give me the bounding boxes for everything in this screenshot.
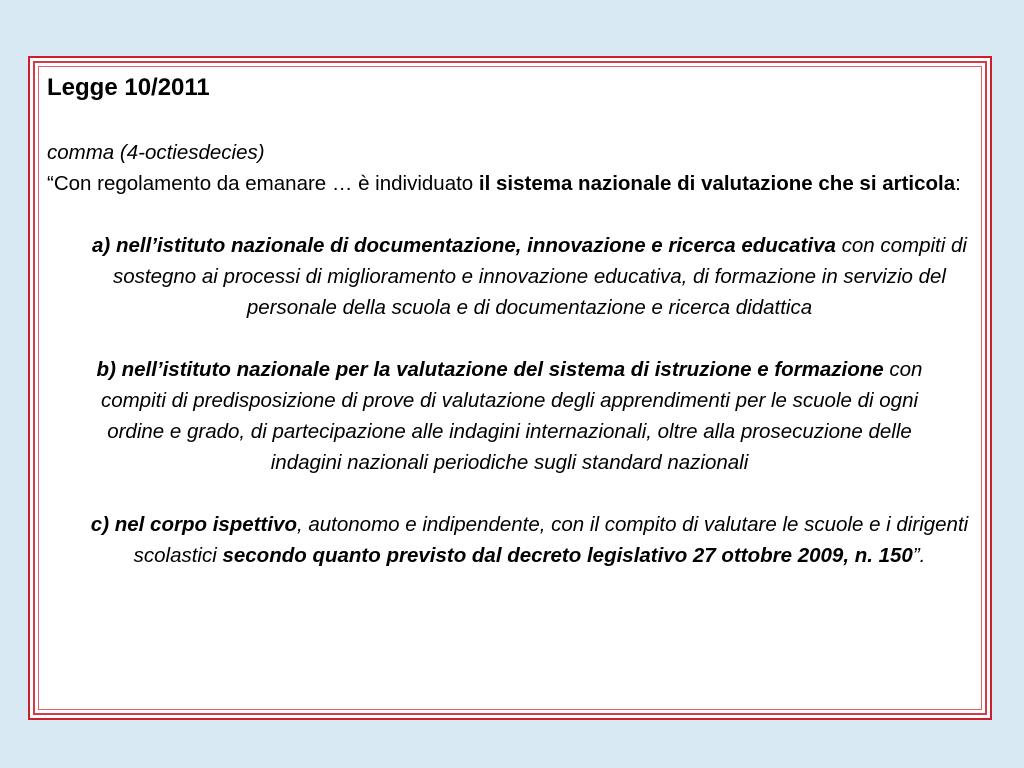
item-bold-text: nell’istituto nazionale per la valutazione del sistema di istruzione e formazione	[121, 358, 884, 381]
item-text: con compiti di sostegno ai processi di miglioramento e innovazione educativa, di formazione in servizio del personale della scuola e di documentazione e ricerca didattica	[113, 234, 967, 319]
item-end: ”.	[912, 544, 926, 567]
comma-heading: comma (4-octiesdecies)	[47, 141, 265, 164]
intro-text: “Con regolamento da emanare … è individuato	[47, 172, 479, 195]
item-bold-text-2: secondo quanto previsto dal decreto legislativo 27 ottobre 2009, n. 150	[222, 544, 913, 567]
item-text: con compiti di predisposizione di prove di valutazione degli apprendimenti per le scuole di ogni ordine e grado, di partecipazione alle indagini internazionali, oltre alla prosecuzione delle indagini nazionali periodiche sugli standard nazionali	[100, 358, 923, 474]
item-text: , autonomo e indipendente, con il compito di valutare le scuole e i dirigenti scolastici	[133, 513, 969, 567]
spacer	[47, 323, 972, 354]
item-label: a)	[92, 234, 116, 257]
spacer	[47, 478, 972, 509]
item-bold-text: nell’istituto nazionale di documentazione, innovazione e ricerca educativa	[115, 234, 836, 257]
list-item-b	[47, 354, 972, 478]
slide-content	[47, 70, 972, 571]
list-item-a	[47, 230, 972, 323]
spacer	[47, 199, 972, 230]
spacer	[47, 106, 972, 137]
list-item-c	[47, 509, 972, 571]
page-title: Legge 10/2011	[47, 74, 210, 101]
item-label: c)	[90, 513, 115, 536]
intro-end: :	[955, 172, 961, 195]
intro-bold-text: il sistema nazionale di valutazione che si articola	[478, 172, 956, 195]
item-label: b)	[96, 358, 122, 381]
item-bold-text: nel corpo ispettivo	[114, 513, 297, 536]
intro-paragraph	[47, 168, 972, 199]
